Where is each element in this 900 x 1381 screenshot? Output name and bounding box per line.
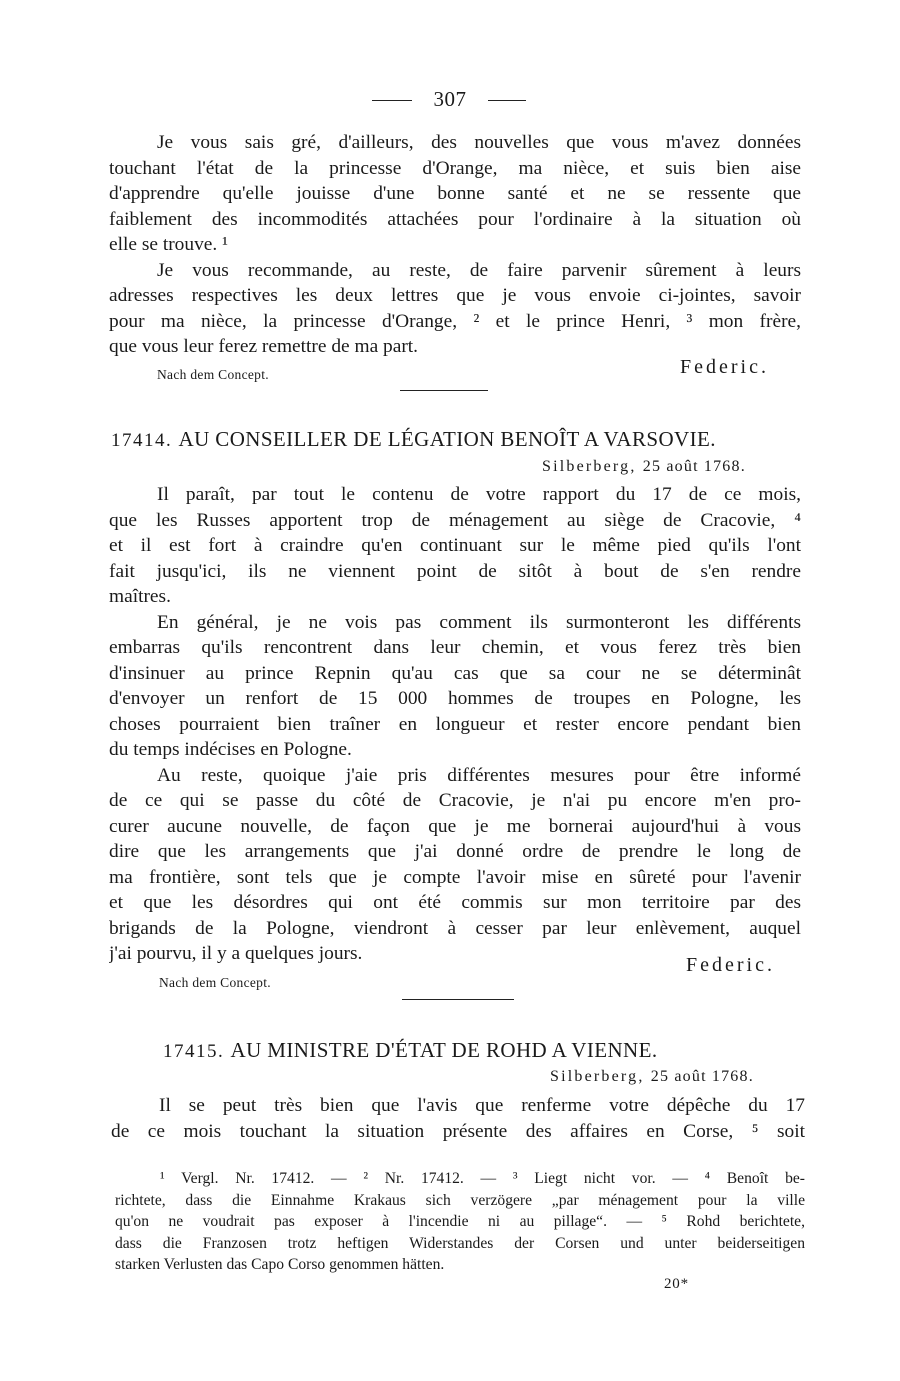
source-note: Nach dem Concept.: [159, 975, 271, 990]
letter-title: AU MINISTRE D'ÉTAT DE ROHD A VIENNE.: [230, 1038, 658, 1062]
letter-heading: [111, 426, 811, 454]
footnote-line: qu'on ne voudrait pas exposer à l'incendie ni au pillage“. — ⁵ Rohd berichtete,: [115, 1213, 805, 1230]
signature: Federic.: [686, 954, 775, 976]
letter-date: 25 août 1768.: [650, 1068, 754, 1085]
text-line: et il est fort à craindre qu'en continuant sur le même pied qu'ils l'ont: [109, 535, 801, 556]
text-line: elle se trouve. ¹: [109, 234, 228, 255]
text-line: et que les désordres qui ont été commis sur mon territoire par des: [109, 892, 801, 913]
place-name: Silberberg,: [550, 1068, 651, 1085]
footnote-line: richtete, dass die Einnahme Krakaus sich verzögere „par ménagement pour la ville: [115, 1191, 805, 1209]
section-rule: [402, 999, 514, 1000]
text-line: d'envoyer un renfort de 15 000 hommes de troupes en Pologne, les: [109, 688, 801, 709]
text-line: Au reste, quoique j'aie pris différentes mesures pour être informé: [157, 764, 801, 786]
place-name: Silberberg,: [542, 458, 643, 475]
letter-title: AU CONSEILLER DE LÉGATION BENOÎT A VARSOVIE.: [178, 427, 716, 451]
text-line: j'ai pourvu, il y a quelques jours.: [109, 943, 363, 964]
text-line: Je vous recommande, au reste, de faire parvenir sûrement à leurs: [157, 259, 801, 281]
text-line: embarras qu'ils rencontrent dans leur chemin, et vous ferez très bien: [109, 637, 801, 658]
text-line: dire que les arrangements que j'ai donné ordre de prendre le long de: [109, 841, 801, 862]
footnotes: [115, 1168, 805, 1276]
signature-mark: 20*: [664, 1276, 689, 1292]
text-line: curer aucune nouvelle, de façon que je me bornerai aujourd'hui à vous: [109, 815, 801, 837]
letter-date: 25 août 1768.: [642, 458, 746, 475]
text-line: En général, je ne vois pas comment ils surmonteront les différents: [157, 611, 801, 633]
text-line: d'apprendre qu'elle jouisse d'une bonne santé et ne se ressente que: [109, 183, 801, 204]
header-rule-left: [372, 100, 412, 101]
source-note: Nach dem Concept.: [157, 367, 269, 382]
letter-heading: [163, 1037, 863, 1065]
header-rule-right: [488, 100, 526, 101]
text-line: fait jusqu'ici, ils ne viennent point de sitôt à bout de s'en rendre: [109, 560, 801, 582]
text-line: pour ma nièce, la princesse d'Orange, ² et le prince Henri, ³ mon frère,: [109, 310, 801, 332]
place-date: [550, 1066, 754, 1088]
text-line: que les Russes apportent trop de ménagement au siège de Cracovie, ⁴: [109, 509, 801, 531]
text-line: Il paraît, par tout le contenu de votre rapport du 17 de ce mois,: [157, 484, 801, 505]
text-line: ma frontière, sont tels que je compte l'avoir mise en sûreté pour l'avenir: [109, 866, 801, 888]
letter-17413-body: [109, 130, 801, 360]
footnote-line: starken Verlusten das Capo Corso genommen hätten.: [115, 1256, 445, 1273]
text-line: Il se peut très bien que l'avis que renferme votre dépêche du 17: [159, 1095, 805, 1116]
text-line: de ce qui se passe du côté de Cracovie, je n'ai pu encore m'en pro-: [109, 790, 801, 811]
section-rule: [400, 390, 488, 391]
page-number: 307: [433, 87, 467, 111]
letter-number: 17414.: [111, 430, 179, 451]
text-line: faiblement des incommodités attachées pour l'ordinaire à la situation où: [109, 208, 801, 230]
letter-17415-body: [111, 1093, 805, 1144]
text-line: d'insinuer au prince Repnin qu'au cas que sa cour ne se déterminât: [109, 662, 801, 684]
footnote-line: ¹ Vergl. Nr. 17412. — ² Nr. 17412. — ³ Liegt nicht vor. — ⁴ Benoît be-: [160, 1170, 805, 1187]
letter-number: 17415.: [163, 1041, 231, 1062]
text-line: touchant l'état de la princesse d'Orange, ma nièce, et suis bien aise: [109, 157, 801, 179]
text-line: brigands de la Pologne, viendront à cesser par leur enlèvement, auquel: [109, 917, 801, 939]
page-header: [0, 86, 900, 114]
text-line: de ce mois touchant la situation présente des affaires en Corse, ⁵ soit: [111, 1120, 805, 1142]
signature: Federic.: [680, 356, 769, 378]
text-line: que vous leur ferez remettre de ma part.: [109, 336, 419, 357]
letter-17414-body: [109, 482, 801, 967]
place-date: [542, 456, 746, 478]
text-line: maîtres.: [109, 586, 171, 607]
footnote-line: dass die Franzosen trotz heftigen Widerstandes der Corsen und unter beiderseitigen: [115, 1234, 805, 1252]
text-line: adresses respectives les deux lettres que je vous envoie ci-jointes, savoir: [109, 285, 801, 306]
text-line: choses pourraient bien traîner en longueur et rester encore pendant bien: [109, 713, 801, 735]
text-line: Je vous sais gré, d'ailleurs, des nouvelles que vous m'avez données: [157, 132, 801, 153]
text-line: du temps indécises en Pologne.: [109, 739, 352, 760]
